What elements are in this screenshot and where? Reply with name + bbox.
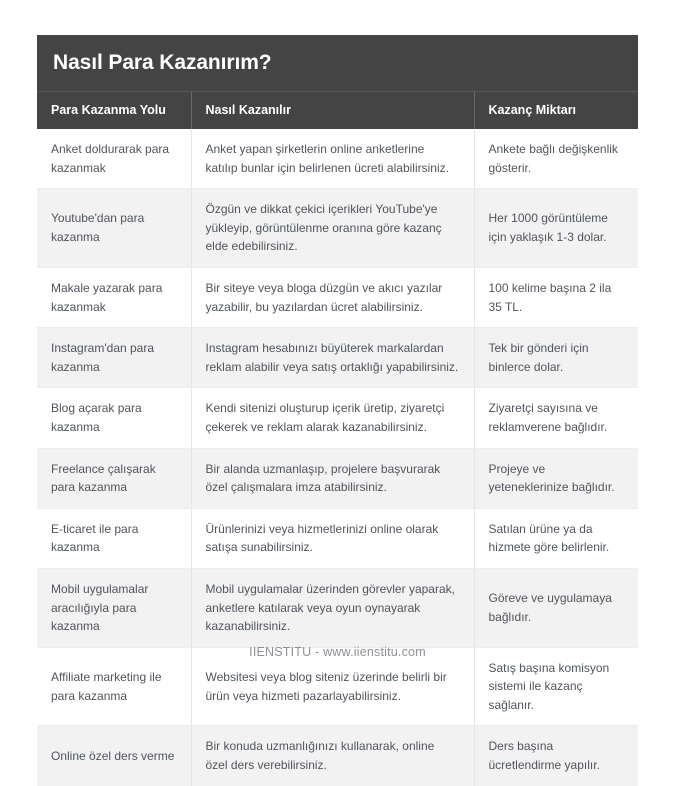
- cell-way: Mobil uygulamalar aracılığıyla para kazanma: [37, 568, 191, 647]
- earning-methods-table-container: [37, 35, 638, 786]
- cell-way: Blog açarak para kazanma: [37, 388, 191, 448]
- table-row: [37, 568, 638, 647]
- table-row: [37, 328, 638, 388]
- cell-how: Bir konuda uzmanlığınızı kullanarak, online özel ders verebilirsiniz.: [191, 726, 474, 786]
- cell-way: Youtube'dan para kazanma: [37, 189, 191, 268]
- cell-how: Instagram hesabınızı büyüterek markalardan reklam alabilir veya satış ortaklığı yapabilirsiniz.: [191, 328, 474, 388]
- table-title-row: [37, 35, 638, 92]
- cell-how: Özgün ve dikkat çekici içerikleri YouTube'ye yükleyip, görüntülenme oranına göre kazanç elde edebilirsiniz.: [191, 189, 474, 268]
- table-row: [37, 448, 638, 508]
- footer-attribution: IIENSTITU - www.iienstitu.com: [249, 645, 426, 659]
- cell-amount: Satış başına komisyon sistemi ile kazanç sağlanır.: [474, 647, 638, 726]
- cell-amount: Her 1000 görüntüleme için yaklaşık 1-3 dolar.: [474, 189, 638, 268]
- cell-how: Websitesi veya blog siteniz üzerinde belirli bir ürün veya hizmeti pazarlayabilirsiniz.: [191, 647, 474, 726]
- cell-amount: Göreve ve uygulamaya bağlıdır.: [474, 568, 638, 647]
- column-header-how: Nasıl Kazanılır: [191, 92, 474, 130]
- cell-amount: Satılan ürüne ya da hizmete göre belirlenir.: [474, 508, 638, 568]
- cell-way: Freelance çalışarak para kazanma: [37, 448, 191, 508]
- cell-way: Instagram'dan para kazanma: [37, 328, 191, 388]
- cell-amount: Ders başına ücretlendirme yapılır.: [474, 726, 638, 786]
- table-row: [37, 267, 638, 327]
- cell-amount: 100 kelime başına 2 ila 35 TL.: [474, 267, 638, 327]
- table-row: [37, 388, 638, 448]
- cell-way: Anket doldurarak para kazanmak: [37, 129, 191, 189]
- table-row: [37, 129, 638, 189]
- cell-how: Anket yapan şirketlerin online anketlerine katılıp bunlar için belirlenen ücreti alabilirsiniz.: [191, 129, 474, 189]
- table-head: [37, 35, 638, 129]
- cell-how: Kendi sitenizi oluşturup içerik üretip, ziyaretçi çekerek ve reklam alarak kazanabilirsiniz.: [191, 388, 474, 448]
- cell-amount: Tek bir gönderi için binlerce dolar.: [474, 328, 638, 388]
- cell-amount: Ziyaretçi sayısına ve reklamverene bağlıdır.: [474, 388, 638, 448]
- earning-methods-table: [37, 35, 638, 786]
- cell-amount: Ankete bağlı değişkenlik gösterir.: [474, 129, 638, 189]
- column-header-amount: Kazanç Miktarı: [474, 92, 638, 130]
- cell-how: Bir alanda uzmanlaşıp, projelere başvurarak özel çalışmalara imza atabilirsiniz.: [191, 448, 474, 508]
- table-body: [37, 129, 638, 786]
- column-header-way: Para Kazanma Yolu: [37, 92, 191, 130]
- cell-how: Ürünlerinizi veya hizmetlerinizi online olarak satışa sunabilirsiniz.: [191, 508, 474, 568]
- cell-amount: Projeye ve yeteneklerinize bağlıdır.: [474, 448, 638, 508]
- cell-how: Bir siteye veya bloga düzgün ve akıcı yazılar yazabilir, bu yazılardan ücret alabilirsiniz.: [191, 267, 474, 327]
- table-header-row: [37, 92, 638, 130]
- cell-way: Online özel ders verme: [37, 726, 191, 786]
- cell-how: Mobil uygulamalar üzerinden görevler yaparak, anketlere katılarak veya oyun oynayarak kazanabilirsiniz.: [191, 568, 474, 647]
- cell-way: Affiliate marketing ile para kazanma: [37, 647, 191, 726]
- cell-way: Makale yazarak para kazanmak: [37, 267, 191, 327]
- cell-way: E-ticaret ile para kazanma: [37, 508, 191, 568]
- table-row: [37, 508, 638, 568]
- page-title: Nasıl Para Kazanırım?: [37, 35, 638, 92]
- table-row: [37, 726, 638, 786]
- table-row: [37, 189, 638, 268]
- table-row: [37, 647, 638, 726]
